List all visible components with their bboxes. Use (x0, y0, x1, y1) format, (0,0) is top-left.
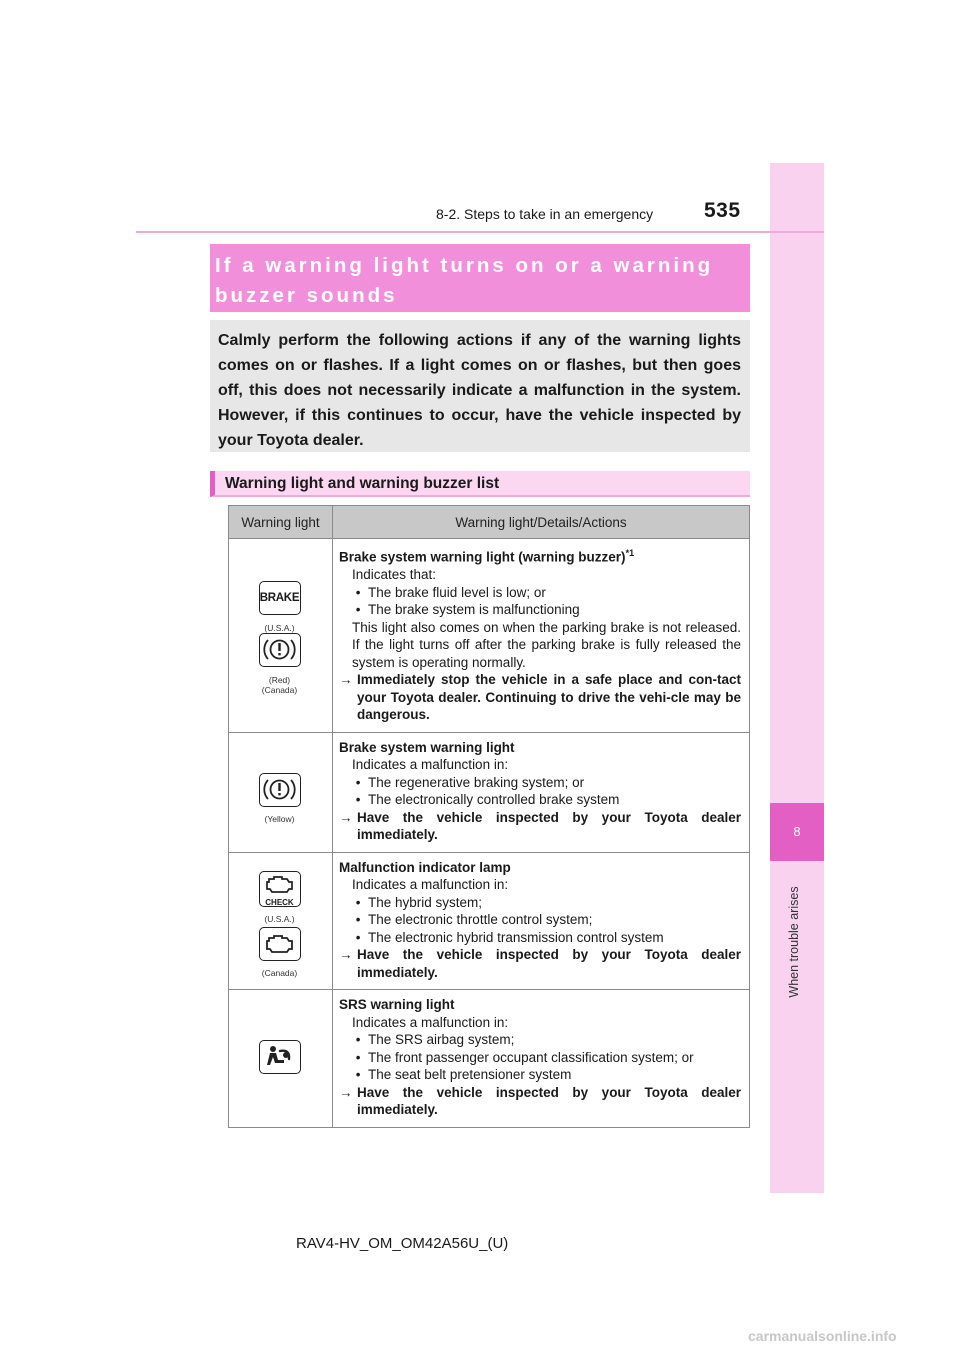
lead-text: Indicates a malfunction in: (352, 757, 509, 772)
intro-text: Calmly perform the following actions if any of the warning lights comes on or flashes. If a light comes on or flashes, but then goes off, this does not necessarily indicate a malfunction in the system. However, if this continues to occur, have the vehicle inspected by your Toyota dealer. (218, 332, 741, 449)
column-header-details: Warning light/Details/Actions (333, 506, 750, 539)
icon-caption: (Yellow) (264, 814, 295, 824)
details-cell (333, 852, 750, 990)
note-text: This light also comes on when the parking brake is not released. If the light turns off after the parking brake is fully released the system is operating normally. (352, 619, 741, 670)
warning-title: Brake system warning light (warning buzzer)$^{*1}$ (339, 548, 635, 565)
details-cell (333, 539, 750, 733)
subheading-bar (210, 471, 750, 497)
document-code: RAV4-HV_OM_OM42A56U_(U) (296, 1235, 509, 1252)
warning-title: Brake system warning light (339, 739, 515, 755)
table-row (229, 539, 750, 733)
brake-exclamation-icon (259, 773, 301, 807)
details-cell (333, 990, 750, 1128)
details-cell (333, 732, 750, 852)
list-item: • The front passenger occupant classification system; or (355, 1049, 694, 1065)
column-header-warning-light: Warning light (229, 506, 333, 539)
lead-text: Indicates a malfunction in: (352, 877, 509, 892)
intro-box (210, 320, 750, 452)
page-title-banner (210, 244, 750, 312)
action-text: → Immediately stop the vehicle in a safe place and con-tact your Toyota dealer. Continuing to drive the vehi-cle may be dangerous. (339, 672, 741, 722)
action-text: → Have the vehicle inspected by your Toyota dealer immediately. (339, 947, 741, 980)
chapter-number: 8 (770, 803, 824, 861)
table-row (229, 732, 750, 852)
brake-exclamation-icon (259, 633, 301, 667)
chapter-side-tab (770, 163, 824, 1193)
icon-caption: (Canada) (261, 684, 298, 695)
list-item: • The SRS airbag system; (355, 1032, 515, 1047)
warning-title: Malfunction indicator lamp (339, 859, 511, 875)
list-item: • The electronic hybrid transmission control system (355, 929, 664, 945)
action-text: → Have the vehicle inspected by your Toyota dealer immediately. (339, 809, 741, 842)
list-item: • The regenerative braking system; or (355, 774, 585, 790)
watermark: carmanualsonline.info (748, 1328, 897, 1344)
list-item: • The brake fluid level is low; or (355, 584, 546, 600)
list-item: • The brake system is malfunctioning (355, 602, 580, 617)
icon-caption: (Canada) (261, 968, 298, 978)
list-item: • The seat belt pretensioner system (355, 1067, 572, 1082)
lead-text: Indicates that: (352, 567, 437, 582)
srs-airbag-icon (259, 1040, 301, 1074)
chapter-label: When trouble arises (787, 886, 801, 998)
icon-caption: (U.S.A.) (264, 622, 295, 633)
lead-text: Indicates a malfunction in: (352, 1014, 509, 1030)
icon-caption: (Red) (268, 674, 291, 685)
icon-cell (229, 990, 333, 1128)
table-row (229, 852, 750, 990)
section-heading: 8-2. Steps to take in an emergency (436, 206, 654, 222)
brake-text-icon: BRAKE (259, 581, 301, 615)
icon-cell (229, 539, 333, 733)
engine-icon (259, 927, 301, 961)
list-item: • The electronically controlled brake system (355, 792, 620, 807)
table-header-row (229, 506, 750, 539)
icon-cell (229, 852, 333, 990)
table-row (229, 990, 750, 1128)
icon-cell (229, 732, 333, 852)
warning-light-table (228, 505, 750, 1128)
action-text: → Have the vehicle inspected by your Toyota dealer immediately. (339, 1084, 741, 1117)
warning-title: SRS warning light (339, 997, 455, 1012)
list-item: • The hybrid system; (355, 894, 483, 910)
page-number: 535 (704, 199, 741, 222)
header-rule (136, 231, 824, 233)
check-engine-icon: CHECK (259, 871, 301, 907)
list-item: • The electronic throttle control system; (355, 912, 593, 927)
icon-caption: (U.S.A.) (264, 914, 295, 924)
subheading: Warning light and warning buzzer list (225, 475, 500, 492)
page-title: If a warning light turns on or a warning buzzer sounds (215, 254, 714, 307)
